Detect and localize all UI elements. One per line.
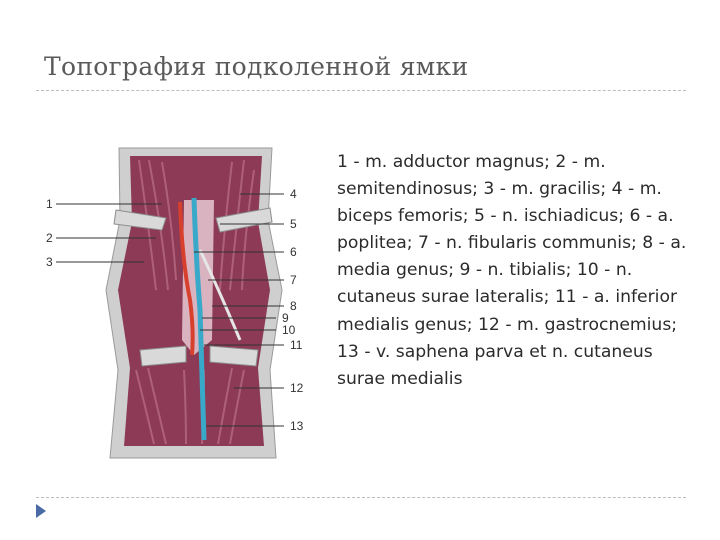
label-12: 12	[290, 381, 304, 395]
title-divider	[36, 90, 686, 91]
label-6: 6	[290, 245, 297, 259]
anatomy-figure	[44, 140, 314, 460]
figure-legend-text: 1 - m. adductor magnus; 2 - m. semitendinosus; 3 - m. gracilis; 4 - m. biceps femoris; 5 - n. ischiadicus; 6 - a. poplitea; 7 - n. fibularis communis; 8 - a. media genus; 9 - n. tibialis; 10 - n. cutaneus surae lateralis; 11 - a. inferior medialis genus; 12 - m. gastrocnemius; 13 - v. saphena parva et n. cutaneus surae medialis	[337, 152, 687, 389]
footer-divider	[36, 497, 686, 498]
triangle-bullet-icon	[34, 503, 48, 523]
label-7: 7	[290, 273, 297, 287]
label-2: 2	[46, 231, 53, 245]
label-3: 3	[46, 255, 53, 269]
label-5: 5	[290, 217, 297, 231]
label-8: 8	[290, 299, 297, 313]
label-1: 1	[46, 197, 53, 211]
label-11: 11	[290, 338, 303, 352]
label-10: 10	[282, 323, 296, 337]
popliteal-fossa-illustration	[44, 140, 314, 460]
retractor-lower-left	[140, 346, 186, 366]
retractor-lower-right	[210, 346, 258, 366]
slide-title: Топография подколенной ямки	[44, 52, 469, 81]
label-9: 9	[282, 311, 289, 325]
label-4: 4	[290, 187, 297, 201]
label-13: 13	[290, 419, 304, 433]
